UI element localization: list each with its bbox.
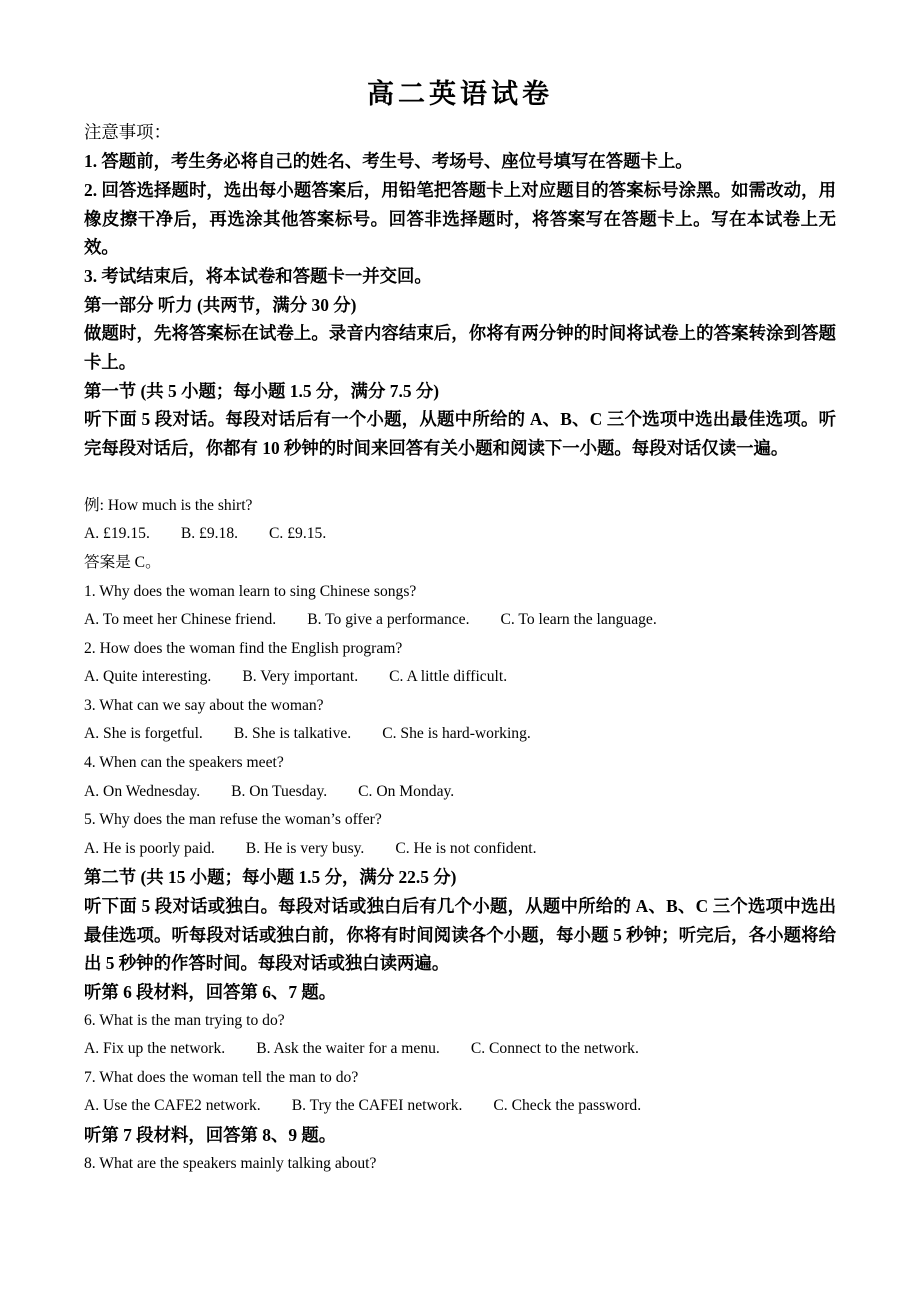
option-a: A. Use the CAFE2 network. xyxy=(84,1097,261,1114)
option-b: B. To give a performance. xyxy=(307,611,470,628)
question-4-options xyxy=(84,778,836,807)
material-7-heading: 听第 7 段材料，回答第 8、9 题。 xyxy=(84,1125,337,1145)
question-2: 2. How does the woman find the English program? xyxy=(84,640,403,657)
example-options xyxy=(84,520,836,549)
question-2-options xyxy=(84,663,836,692)
question-8: 8. What are the speakers mainly talking about? xyxy=(84,1155,377,1172)
option-a: A. To meet her Chinese friend. xyxy=(84,611,277,628)
section2-instruction: 听下面 5 段对话或独白。每段对话或独白后有几个小题，从题中所给的 A、B、C 三个选项中选出最佳选项。听每段对话或独白前，你将有时间阅读各个小题，每小题 5 秒钟；听完后，各小题将给出 5 秒钟的作答时间。每段对话或独白读两遍。 xyxy=(84,896,836,974)
question-6-options xyxy=(84,1035,836,1064)
option-c: C. A little difficult. xyxy=(389,668,508,685)
part1-heading: 第一部分 听力 (共两节，满分 30 分) xyxy=(84,295,357,315)
option-c: C. On Monday. xyxy=(358,783,455,800)
material-6-heading: 听第 6 段材料，回答第 6、7 题。 xyxy=(84,982,337,1002)
part1-instruction: 做题时，先将答案标在试卷上。录音内容结束后，你将有两分钟的时间将试卷上的答案转涂到答题卡上。 xyxy=(84,323,836,372)
option-a: A. He is poorly paid. xyxy=(84,840,215,857)
option-a: A. £19.15. xyxy=(84,525,150,542)
question-4: 4. When can the speakers meet? xyxy=(84,754,284,771)
option-a: A. She is forgetful. xyxy=(84,725,203,742)
question-6: 6. What is the man trying to do? xyxy=(84,1012,285,1029)
option-b: B. He is very busy. xyxy=(245,840,365,857)
question-7: 7. What does the woman tell the man to do? xyxy=(84,1069,359,1086)
option-c: C. To learn the language. xyxy=(500,611,657,628)
question-3: 3. What can we say about the woman? xyxy=(84,697,324,714)
option-b: B. £9.18. xyxy=(180,525,239,542)
option-b: B. Try the CAFEI network. xyxy=(291,1097,463,1114)
option-c: C. Connect to the network. xyxy=(470,1040,639,1057)
option-a: A. Quite interesting. xyxy=(84,668,212,685)
option-a: A. Fix up the network. xyxy=(84,1040,226,1057)
question-1-options xyxy=(84,606,836,635)
section2-heading: 第二节 (共 15 小题；每小题 1.5 分，满分 22.5 分) xyxy=(84,867,457,887)
option-c: C. He is not confident. xyxy=(395,840,537,857)
option-b: B. On Tuesday. xyxy=(231,783,328,800)
option-c: C. Check the password. xyxy=(493,1097,642,1114)
option-b: B. Ask the waiter for a menu. xyxy=(256,1040,440,1057)
page-title: 高二英语试卷 xyxy=(367,79,553,109)
option-c: C. £9.15. xyxy=(269,525,327,542)
section1-instruction: 听下面 5 段对话。每段对话后有一个小题，从题中所给的 A、B、C 三个选项中选出最佳选项。听完每段对话后，你都有 10 秒钟的时间来回答有关小题和阅读下一小题。每段对话仅读一遍。 xyxy=(84,409,836,458)
question-5-options xyxy=(84,835,836,864)
option-b: B. Very important. xyxy=(242,668,359,685)
option-b: B. She is talkative. xyxy=(233,725,352,742)
notice-item-1: 1. 答题前，考生务必将自己的姓名、考生号、考场号、座位号填写在答题卡上。 xyxy=(84,151,693,171)
option-a: A. On Wednesday. xyxy=(84,783,201,800)
option-c: C. She is hard-working. xyxy=(382,725,531,742)
notice-heading: 注意事项： xyxy=(84,122,171,142)
notice-item-2: 2. 回答选择题时，选出每小题答案后，用铅笔把答题卡上对应题目的答案标号涂黑。如需改动，用橡皮擦干净后，再选涂其他答案标号。回答非选择题时，将答案写在答题卡上。写在本试卷上无效。 xyxy=(84,180,836,258)
example-question: 例: How much is the shirt? xyxy=(84,497,253,514)
section1-heading: 第一节 (共 5 小题；每小题 1.5 分，满分 7.5 分) xyxy=(84,381,440,401)
notice-item-3: 3. 考试结束后，将本试卷和答题卡一并交回。 xyxy=(84,266,432,286)
example-answer: 答案是 C。 xyxy=(84,554,161,571)
question-1: 1. Why does the woman learn to sing Chinese songs? xyxy=(84,583,417,600)
question-3-options xyxy=(84,720,836,749)
question-5: 5. Why does the man refuse the woman’s offer? xyxy=(84,811,382,828)
question-7-options xyxy=(84,1092,836,1121)
